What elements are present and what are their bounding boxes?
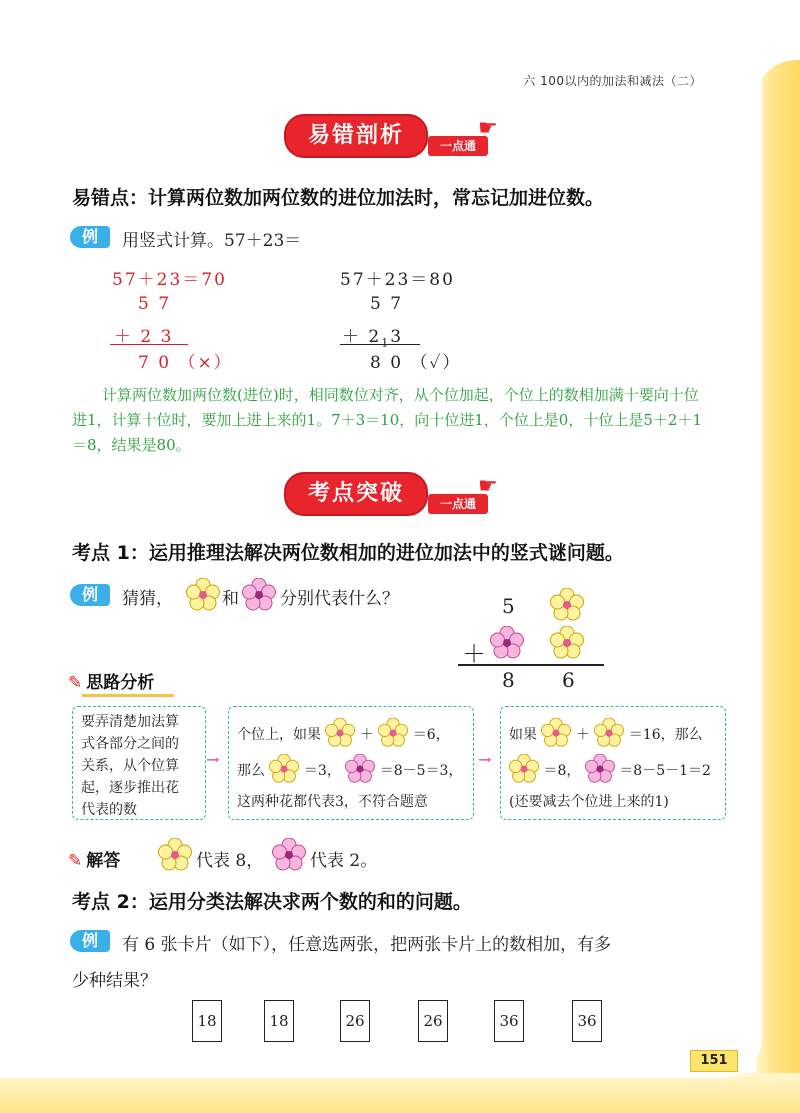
- number-card: 36: [494, 1000, 524, 1042]
- pink-flower-icon: [490, 626, 524, 660]
- wrong-bottom: ＋ 2 3: [114, 327, 174, 347]
- banner-tag: 一点通: [428, 494, 488, 514]
- number-card: 18: [192, 1000, 222, 1042]
- right-bottom-suffix: 3: [390, 327, 404, 347]
- wrong-rule: [110, 344, 188, 345]
- yellow-flower-icon: [550, 626, 584, 660]
- analysis-label: [68, 668, 154, 693]
- right-result: 8 0 （✓）: [370, 353, 462, 373]
- yellow-flower-icon: [550, 588, 584, 622]
- yellow-flower-icon: [158, 838, 192, 872]
- arrow-icon: →: [206, 750, 220, 769]
- pencil-icon: ✎: [68, 851, 83, 871]
- banner-key-points: [0, 472, 800, 520]
- puzzle-top-digit: 5: [502, 594, 515, 618]
- number-card: 26: [340, 1000, 370, 1042]
- pointing-hand-icon: ☛: [478, 474, 498, 499]
- right-rule: [340, 344, 420, 345]
- carry-digit: 1: [381, 336, 391, 350]
- box2-text: ＋: [359, 727, 374, 743]
- wrong-top: 5 7: [138, 294, 172, 314]
- box2-text: ＝3，: [303, 763, 341, 779]
- yellow-flower-icon: [325, 718, 355, 748]
- number-card: 36: [572, 1000, 602, 1042]
- question-part-c: 分别代表什么？: [280, 589, 399, 609]
- pink-flower-icon: [585, 754, 615, 784]
- box1-line: 起，逐步推出花: [81, 780, 179, 796]
- puzzle-result-tens: 8: [502, 668, 515, 692]
- puzzle-rule: [458, 664, 604, 666]
- question-line-2: 少种结果？: [72, 971, 157, 991]
- puzzle-plus: ＋: [462, 640, 486, 668]
- question-line-1: 有 6 张卡片（如下），任意选两张，把两张卡片上的数相加，有多: [122, 935, 612, 955]
- chapter-header: 六 100以内的加法和减法（二）: [523, 74, 702, 88]
- number-card: 26: [418, 1000, 448, 1042]
- question-part-a: 猜猜，: [122, 589, 173, 609]
- pencil-icon: ✎: [68, 673, 83, 693]
- pink-flower-icon: [242, 578, 276, 612]
- box1-line: 代表的数: [81, 802, 137, 818]
- analysis-box-3: [500, 706, 726, 820]
- pointing-hand-icon: ☛: [478, 116, 498, 141]
- yellow-flower-icon: [594, 718, 624, 748]
- page-edge-bottom: [0, 1073, 800, 1113]
- yellow-flower-icon: [269, 754, 299, 784]
- analysis-box-1: [72, 706, 206, 820]
- answer-part-a: 代表 8，: [196, 851, 264, 871]
- box3-text: 如果: [509, 727, 537, 743]
- pink-flower-icon: [345, 754, 375, 784]
- yellow-flower-icon: [378, 718, 408, 748]
- page-number: 151: [690, 1050, 738, 1072]
- box2-line-2: [237, 745, 462, 788]
- yellow-flower-icon: [186, 578, 220, 612]
- analysis-underline: [82, 694, 174, 697]
- box2-text: 那么: [237, 763, 265, 779]
- wrong-result: 7 0 （×）: [138, 353, 233, 373]
- banner-title: 考点突破: [284, 472, 428, 516]
- box2-text: 个位上，如果: [237, 727, 321, 743]
- box3-text: ＋: [575, 727, 590, 743]
- box3-text: ＝8，: [543, 763, 581, 779]
- key-point-1: 考点 1：运用推理法解决两位数相加的进位加法中的竖式谜问题。: [72, 542, 624, 564]
- box1-line: 要弄清楚加法算: [81, 714, 179, 730]
- right-top: 5 7: [370, 294, 404, 314]
- box1-line: 关系，从个位算: [81, 758, 179, 774]
- banner-tag: 一点通: [428, 136, 488, 156]
- question-part-b: 和: [222, 589, 239, 609]
- right-bottom: [342, 322, 403, 349]
- wrong-equation: 57＋23＝70: [112, 270, 227, 290]
- page-edge-right: [756, 60, 800, 1113]
- example-text: 用竖式计算。57＋23＝: [122, 231, 302, 251]
- analysis-label-text: 思路分析: [86, 673, 155, 693]
- box1-line: 式各部分之间的: [81, 736, 179, 752]
- box2-line-3: 这两种花都代表3，不符合题意: [237, 794, 428, 810]
- number-card: 18: [264, 1000, 294, 1042]
- right-bottom-prefix: ＋ 2: [342, 327, 382, 347]
- analysis-box-2: [228, 706, 474, 820]
- puzzle-result-ones: 6: [562, 668, 575, 692]
- answer-label-text: 解答: [86, 851, 121, 871]
- banner-mistakes: [0, 114, 800, 162]
- example-badge: 例: [70, 226, 110, 248]
- example-badge: 例: [70, 930, 110, 952]
- pink-flower-icon: [272, 838, 306, 872]
- example-badge: 例: [70, 584, 110, 606]
- box3-line-3: (还要减去个位进上来的1): [509, 794, 669, 810]
- right-equation: 57＋23＝80: [340, 270, 455, 290]
- box2-text: ＝8－5＝3，: [379, 763, 463, 779]
- box2-text: ＝6，: [412, 727, 450, 743]
- answer-part-b: 代表 2。: [310, 851, 378, 871]
- yellow-flower-icon: [509, 754, 539, 784]
- banner-title: 易错剖析: [284, 114, 428, 158]
- box3-text: ＝8－5－1＝2: [619, 763, 711, 779]
- box3-line-2: [509, 745, 711, 788]
- box3-text: ＝16，那么: [628, 727, 703, 743]
- explanation-note: 计算两位数加两位数(进位)时，相同数位对齐，从个位加起，个位上的数相加满十要向十位进1，计算十位时，要加上进上来的1。7＋3＝10，向十位进1，个位上是0，十位上是5＋2＋1＝8，结果是80。: [72, 386, 702, 454]
- yellow-flower-icon: [541, 718, 571, 748]
- mistake-point: 易错点：计算两位数加两位数的进位加法时，常忘记加进位数。: [72, 187, 605, 209]
- arrow-icon: →: [478, 750, 492, 769]
- answer-label: [68, 846, 120, 871]
- key-point-2: 考点 2：运用分类法解决求两个数的和的问题。: [72, 891, 472, 913]
